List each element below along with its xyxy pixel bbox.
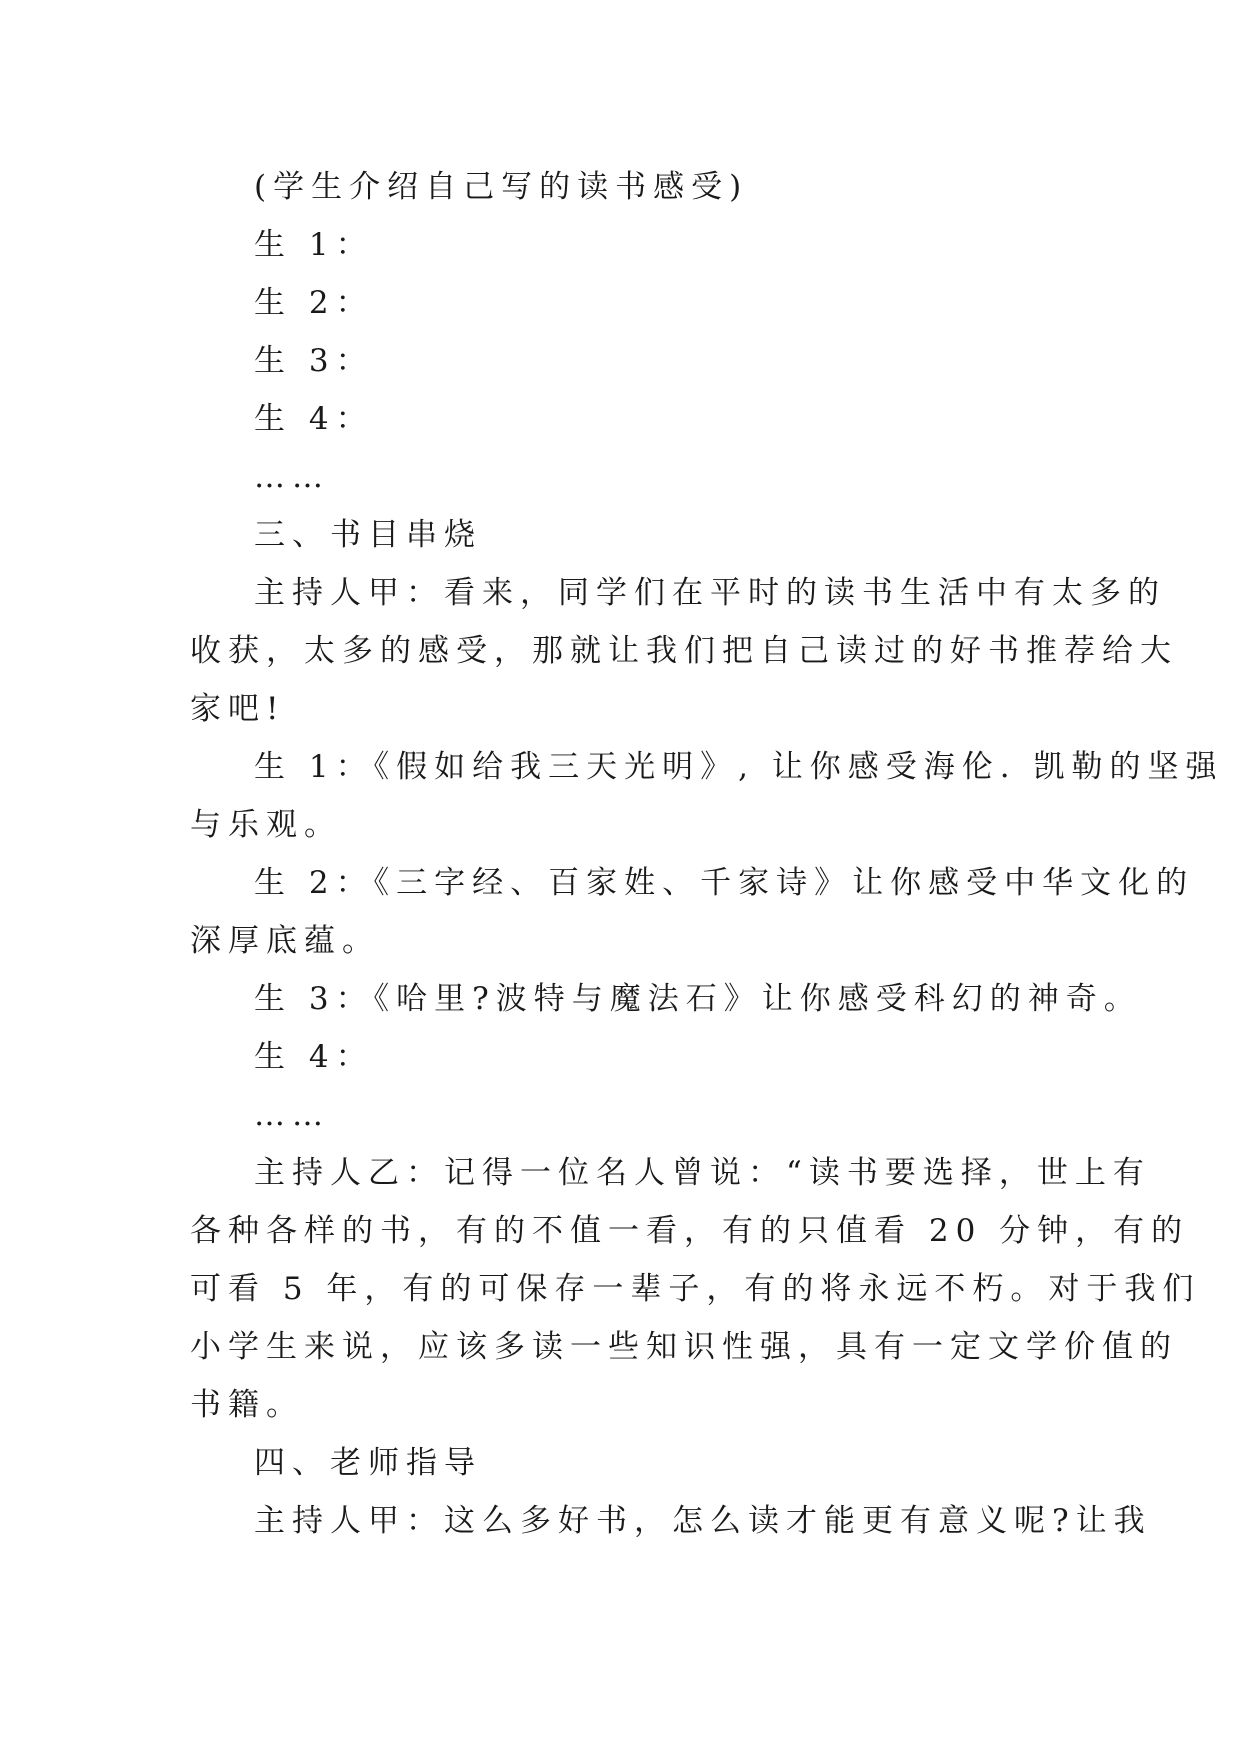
student-recommendation-3: 生 3：《哈里?波特与魔法石》让你感受科幻的神奇。 — [254, 981, 1142, 1017]
stage-direction: (学生介绍自己写的读书感受) — [254, 169, 749, 205]
student-line-2: 生 2： — [254, 285, 374, 321]
paragraph-row: 收获，太多的感受，那就让我们把自己读过的好书推荐给大 — [190, 633, 1178, 669]
paragraph-row: 主持人甲：这么多好书，怎么读才能更有意义呢?让我 — [254, 1503, 1152, 1539]
ellipsis: …… — [254, 459, 330, 495]
host-a-paragraph — [190, 564, 1178, 738]
paragraph-row: 深厚底蕴。 — [190, 923, 380, 959]
paragraph-row: 书籍。 — [190, 1387, 304, 1423]
paragraph-row: 家吧! — [190, 691, 286, 727]
student-recommendation-4: 生 4： — [254, 1039, 374, 1075]
paragraph-row: 与乐观。 — [190, 807, 342, 843]
paragraph-row: 生 1：《假如给我三天光明》, 让你感受海伦. 凯勒的坚强 — [254, 749, 1224, 785]
paragraph-row: 主持人甲：看来，同学们在平时的读书生活中有太多的 — [254, 575, 1166, 611]
paragraph-row: 可看 5 年，有的可保存一辈子，有的将永远不朽。对于我们 — [190, 1271, 1201, 1307]
student-line-4: 生 4： — [254, 401, 374, 437]
ellipsis: …… — [254, 1097, 330, 1133]
section-heading-4: 四、老师指导 — [254, 1445, 482, 1481]
host-b-paragraph — [190, 1144, 1201, 1434]
student-recommendation-1 — [190, 738, 1224, 854]
host-a-paragraph-2 — [190, 1492, 1152, 1550]
paragraph-row: 小学生来说，应该多读一些知识性强，具有一定文学价值的 — [190, 1329, 1178, 1365]
student-recommendation-2 — [190, 854, 1195, 970]
student-line-1: 生 1： — [254, 227, 374, 263]
paragraph-row: 主持人乙：记得一位名人曾说：“读书要选择，世上有 — [254, 1155, 1151, 1191]
student-line-3: 生 3： — [254, 343, 374, 379]
paragraph-row: 各种各样的书，有的不值一看，有的只值看 20 分钟，有的 — [190, 1213, 1190, 1249]
paragraph-row: 生 2：《三字经、百家姓、千家诗》让你感受中华文化的 — [254, 865, 1195, 901]
section-heading-3: 三、书目串烧 — [254, 517, 482, 553]
document-body — [190, 158, 1224, 1550]
